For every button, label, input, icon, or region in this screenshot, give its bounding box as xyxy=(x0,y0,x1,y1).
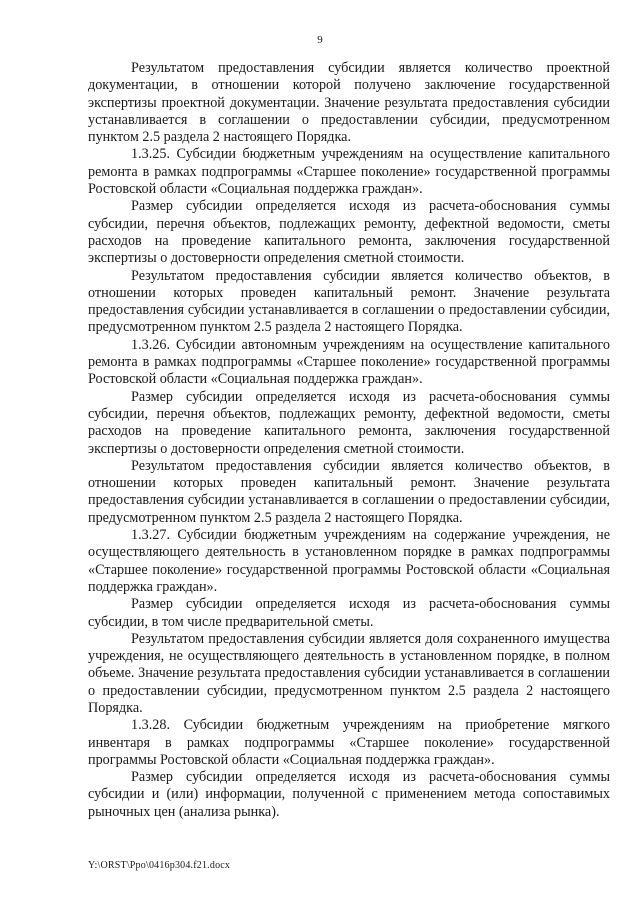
file-path-footer: Y:\ORST\Ppo\0416p304.f21.docx xyxy=(88,860,231,871)
paragraph-subsidy-size-1-3-27: Размер субсидии определяется исходя из расчета-обоснования суммы субсидии, в том числе предварительной сметы. xyxy=(88,596,610,630)
paragraph-result-project-docs: Результатом предоставления субсидии является количество проектной документации, в отношении которой получено заключение государственной экспертизы проектной документации. Значение результата предоставления субсидии устанавливается в соглашении о предоставлении субсидии, предусмотренном пунктом 2.5 раздела 2 настоящего Порядка. xyxy=(88,60,610,146)
paragraph-subsidy-size-1-3-28: Размер субсидии определяется исходя из расчета-обоснования суммы субсидии и (или) информации, полученной с применением метода сопоставимых рыночных цен (анализа рынка). xyxy=(88,769,610,820)
paragraph-1-3-26: 1.3.26. Субсидии автономным учреждениям на осуществление капитального ремонта в рамках подпрограммы «Старшее поколение» государственной программы Ростовской области «Социальная поддержка граждан». xyxy=(88,336,610,388)
paragraph-result-1-3-26: Результатом предоставления субсидии является количество объектов, в отношении которых проведен капитальный ремонт. Значение результата предоставления субсидии устанавливается в соглашении о предоставлении субсидии, предусмотренном пунктом 2.5 раздела 2 настоящего Порядка. xyxy=(88,457,610,526)
paragraph-subsidy-size-1-3-26: Размер субсидии определяется исходя из расчета-обоснования суммы субсидии, перечня объектов, подлежащих ремонту, дефектной ведомости, сметы расходов на проведение капитального ремонта, заключения государственной экспертизы о достоверности определения сметной стоимости. xyxy=(88,388,610,457)
paragraph-1-3-28: 1.3.28. Субсидии бюджетным учреждениям на приобретение мягкого инвентаря в рамках подпрограммы «Старшее поколение» государственной программы Ростовской области «Социальная поддержка граждан». xyxy=(88,717,610,768)
paragraph-result-1-3-25: Результатом предоставления субсидии является количество объектов, в отношении которых проведен капитальный ремонт. Значение результата предоставления субсидии устанавливается в соглашении о предоставлении субсидии, предусмотренном пунктом 2.5 раздела 2 настоящего Порядка. xyxy=(88,267,610,336)
page-number: 9 xyxy=(317,34,323,46)
paragraph-result-1-3-27: Результатом предоставления субсидии является доля сохраненного имущества учреждения, не осуществляющего деятельность в установленном порядке, в полном объеме. Значение результата предоставления субсидии устанавливается в соглашении о предоставлении субсидии, предусмотренном пунктом 2.5 раздела 2 настоящего Порядка. xyxy=(88,630,610,716)
paragraph-subsidy-size-1-3-25: Размер субсидии определяется исходя из расчета-обоснования суммы субсидии, перечня объектов, подлежащих ремонту, дефектной ведомости, сметы расходов на проведение капитального ремонта, заключения государственной экспертизы о достоверности определения сметной стоимости. xyxy=(88,198,610,267)
document-body xyxy=(88,60,610,821)
paragraph-1-3-25: 1.3.25. Субсидии бюджетным учреждениям на осуществление капитального ремонта в рамках подпрограммы «Старшее поколение» государственной программы Ростовской области «Социальная поддержка граждан». xyxy=(88,146,610,198)
paragraph-1-3-27: 1.3.27. Субсидии бюджетным учреждениям на содержание учреждения, не осуществляющего деятельность в установленном порядке в рамках подпрограммы «Старшее поколение» государственной программы Ростовской области «Социальная поддержка граждан». xyxy=(88,527,610,595)
